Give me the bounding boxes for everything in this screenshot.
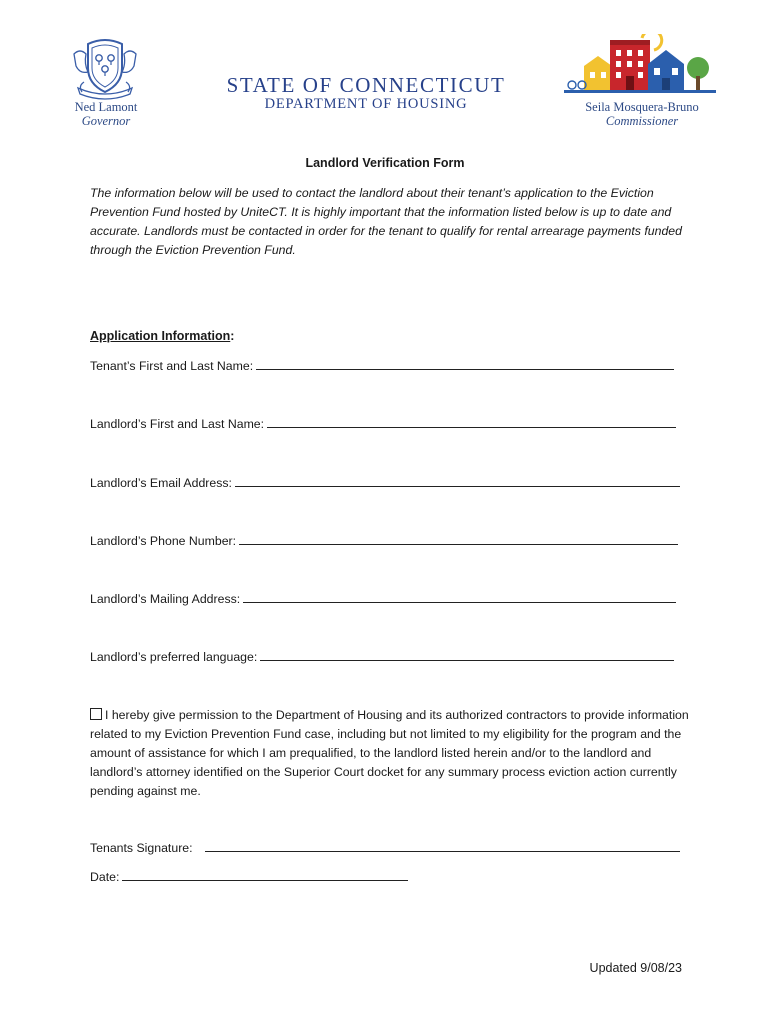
landlord-email-field[interactable] <box>90 475 680 490</box>
landlord-language-line[interactable] <box>260 649 674 661</box>
landlord-language-field[interactable] <box>90 649 674 664</box>
governor-title: Governor <box>81 114 131 128</box>
updated-date: Updated 9/08/23 <box>589 961 682 975</box>
landlord-language-label: Landlord’s preferred language: <box>90 650 258 664</box>
governor-name: Ned Lamont <box>74 100 138 114</box>
tenant-name-line[interactable] <box>256 358 674 370</box>
date-line[interactable] <box>122 869 408 881</box>
section-heading-colon: : <box>230 329 235 343</box>
landlord-phone-label: Landlord’s Phone Number: <box>90 534 237 548</box>
date-label: Date: <box>90 870 120 884</box>
houses-logo <box>562 34 720 96</box>
tenant-name-field[interactable] <box>90 358 674 373</box>
landlord-mailing-line[interactable] <box>243 591 676 603</box>
landlord-email-label: Landlord’s Email Address: <box>90 476 232 490</box>
landlord-mailing-label: Landlord’s Mailing Address: <box>90 592 241 606</box>
section-heading-text: Application Information <box>90 329 231 343</box>
landlord-name-field[interactable] <box>90 416 676 431</box>
landlord-phone-line[interactable] <box>239 533 678 545</box>
consent-paragraph <box>90 706 690 801</box>
form-title: Landlord Verification Form <box>305 156 465 170</box>
signature-field[interactable] <box>90 840 680 855</box>
tenant-name-label: Tenant’s First and Last Name: <box>90 359 254 373</box>
signature-label: Tenants Signature: <box>90 841 193 855</box>
signature-line[interactable] <box>205 840 680 852</box>
landlord-name-label: Landlord’s First and Last Name: <box>90 417 265 431</box>
commissioner-name: Seila Mosquera-Bruno <box>585 100 699 114</box>
state-title: STATE OF CONNECTICUT <box>226 73 506 97</box>
commissioner-title: Commissioner <box>605 114 679 128</box>
consent-checkbox[interactable] <box>90 708 102 720</box>
landlord-name-line[interactable] <box>267 416 676 428</box>
landlord-phone-field[interactable] <box>90 533 678 548</box>
department-title: DEPARTMENT OF HOUSING <box>264 96 468 112</box>
landlord-mailing-field[interactable] <box>90 591 676 606</box>
date-field[interactable] <box>90 869 408 884</box>
connecticut-seal-logo <box>66 34 144 100</box>
consent-text: I hereby give permission to the Department of Housing and its authorized contractors to provide information related to my Eviction Prevention Fund case, including but not limited to my eligibility for the program and the amount of assistance for which I am prequalified, to the landlord listed herein and/or to the landlord and landlord’s attorney identified on the Superior Court docket for any summary process eviction action currently pending against me. <box>90 708 689 798</box>
landlord-email-line[interactable] <box>235 475 680 487</box>
intro-paragraph: The information below will be used to contact the landlord about their tenant’s application to the Eviction Prevention Fund hosted by UniteCT. It is highly important that the information listed below is up to date and accurate. Landlords must be contacted in order for the tenant to qualify for rental arrearage payments funded through the Eviction Prevention Fund. <box>90 186 682 257</box>
section-heading <box>90 329 234 343</box>
